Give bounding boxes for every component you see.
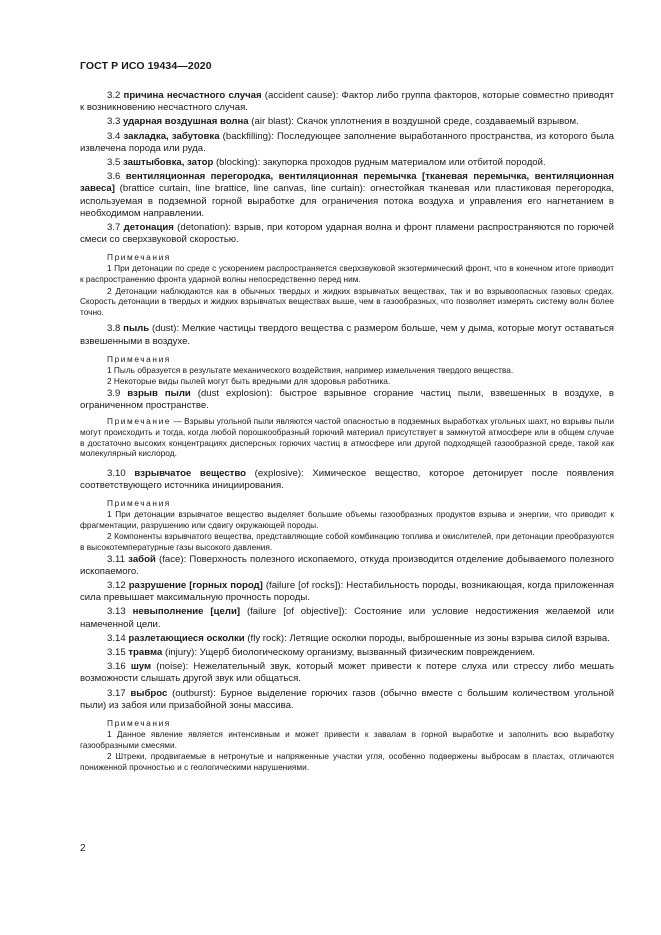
term-3-9 xyxy=(80,388,614,412)
term-definition: (failure [of rocks]): Нестабильность породы, возникающая, когда приложенная сила превышает максимальную прочность породы. xyxy=(80,579,615,604)
term-definition: (blocking): закупорка проходов рудным материалом или отбитой породой. xyxy=(213,157,546,169)
term-3-14 xyxy=(80,633,614,645)
term-definition: (backfilling): Последующее заполнение выработанного пространства, из которого была извлечена порода или руда. xyxy=(80,130,614,154)
term-name: выброс xyxy=(130,687,168,699)
term-number: 3.2 xyxy=(107,90,121,101)
term-name: пыль xyxy=(123,323,150,335)
term-definition: (brattice curtain, line brattice, line canvas, line curtain): огнестойкая тканевая или пластиковая перегородка, используемая в подземной горной выработке для ограничения потока воздуха и управления его нагнетанием в необходимом направлении. xyxy=(80,183,614,219)
term-number: 3.7 xyxy=(107,222,121,234)
term-definition: (dust): Мелкие частицы твердого вещества с размером больше, чем у дыма, которые могут оставаться взвешенными в воздухе. xyxy=(80,323,614,347)
term-number: 3.13 xyxy=(107,606,126,618)
term-name: забой xyxy=(128,553,156,565)
note-item: 2 Детонации наблюдаются как в обычных твердых и жидких взрывчатых веществах, так и во взрывоопасных газовых средах. Скорость детонации в твердых и жидких взрывчатых веществах выше, чем в газообразных, что позволяет измерять систему волн более точно. xyxy=(80,285,614,317)
note-item: 2 Компоненты взрывчатого вещества, представляющие собой комбинацию топлива и окислителей, при детонации преобразуются в высокотемпературные газы высокого давления. xyxy=(80,531,614,552)
term-number: 3.17 xyxy=(107,687,126,699)
document-body xyxy=(80,90,614,773)
term-number: 3.3 xyxy=(107,116,121,128)
term-definition: (injury): Ущерб биологическому организму, вызванный физическим повреждением. xyxy=(162,646,535,658)
term-definition: (detonation): взрыв, при котором ударная волна и фронт пламени распространяются по горючей смеси со сверхзвуковой скоростью. xyxy=(80,222,614,246)
term-name: травма xyxy=(128,646,163,658)
term-number: 3.9 xyxy=(107,388,121,399)
term-3-16 xyxy=(80,661,614,685)
term-number: 3.14 xyxy=(107,632,126,644)
term-definition: (outburst): Бурное выделение горючих газов (обычно вместе с большим количеством угольной пыли) из забоя или призабойной зоны массива. xyxy=(80,687,614,711)
term-3-7 xyxy=(80,222,614,246)
term-3-5 xyxy=(80,157,614,169)
notes-heading: Примечания xyxy=(107,353,171,364)
note-dust-explosion xyxy=(80,416,614,458)
term-definition: (fly rock): Летящие осколки породы, выброшенные из зоны взрыва силой взрыва. xyxy=(244,632,610,644)
note-item: 2 Некоторые виды пылей могут быть вредными для здоровья работника. xyxy=(107,376,391,387)
term-number: 3.15 xyxy=(107,646,126,658)
term-3-2 xyxy=(80,90,614,114)
term-number: 3.5 xyxy=(107,157,121,169)
notes-heading: Примечания xyxy=(107,252,171,263)
term-definition: (face): Поверхность полезного ископаемого, откуда производится отделение добываемого полезного ископаемого. xyxy=(80,553,614,577)
term-definition: (failure [of objective]): Состояние или условие недостижения желаемой или намеченной цели. xyxy=(80,606,614,630)
term-3-6 xyxy=(80,171,614,220)
note-item: 2 Штреки, продвигаемые в нетронутые и напряженные участки угля, особенно подвержены выбросам в пластах, отличаются пониженной прочностью и с геологическими нарушениями. xyxy=(80,751,614,772)
term-number: 3.4 xyxy=(107,130,121,142)
term-name: невыполнение [цели] xyxy=(132,606,241,618)
term-number: 3.6 xyxy=(107,171,121,183)
term-definition: (explosive): Химическое вещество, которое детонирует после появления соответствующего источника инициирования. xyxy=(80,467,614,491)
term-number: 3.11 xyxy=(107,553,125,565)
term-3-12 xyxy=(80,580,614,604)
term-number: 3.8 xyxy=(107,323,121,335)
term-definition: (noise): Нежелательный звук, который может привести к потере слуха или стрессу либо мешать возможности слышать другой звук или общаться. xyxy=(80,661,614,685)
term-3-4 xyxy=(80,131,614,155)
term-name: заштыбовка, затор xyxy=(123,157,214,169)
term-3-17 xyxy=(80,688,614,712)
note-label: Примечание xyxy=(107,416,172,427)
note-text: — Взрывы угольной пыли являются частой опасностью в подземных выработках угольных шахт, но взрывы пыли могут происходить и тогда, когда любой порошкообразный горючий материал присутствует в замкнутой атмосфере или в общем случае в достаточно высоких концентрациях дисперсных горючих частиц в атмосфере или другой подходящей газообразной среде, такой как молекулярный кислород. xyxy=(80,416,614,459)
notes-heading: Примечания xyxy=(107,498,171,509)
term-3-15 xyxy=(80,647,614,659)
term-definition: (dust explosion): быстрое взрывное сгорание частиц пыли, взвешенных в воздухе, в ограниченном пространстве. xyxy=(80,388,614,412)
notes-heading: Примечания xyxy=(107,718,171,728)
note-item: 1 Пыль образуется в результате механического воздействия, например измельчения твердого вещества. xyxy=(107,364,514,375)
term-number: 3.12 xyxy=(107,579,126,591)
term-name: детонация xyxy=(123,222,174,234)
term-3-10 xyxy=(80,468,614,492)
term-3-8 xyxy=(80,323,614,347)
term-name: причина несчастного случая xyxy=(123,90,262,101)
document-header: ГОСТ Р ИСО 19434—2020 xyxy=(80,60,212,72)
term-name: разлетающиеся осколки xyxy=(128,632,245,644)
note-item: 1 При детонации взрывчатое вещество выделяет большие объемы газообразных продуктов взрыва и энергии, что приводит к фрагментации, разрушению или сдвигу окружающей породы. xyxy=(80,509,614,530)
note-item: 1 Данное явление является интенсивным и может привести к завалам в горной выработке и заполнить всю выработку газообразными смесями. xyxy=(80,729,614,750)
term-name: взрывчатое вещество xyxy=(134,467,246,479)
term-number: 3.10 xyxy=(107,467,126,479)
term-name: разрушение [горных пород] xyxy=(128,579,263,591)
term-name: шум xyxy=(130,661,152,673)
note-item: 1 При детонации по среде с ускорением распространяется сверхзвуковой экзотермический фронт, что в конечном итоге приводит к распространению фронта ударной волны непосредственно перед ним. xyxy=(80,263,614,285)
term-name: ударная воздушная волна xyxy=(123,116,249,128)
term-name: взрыв пыли xyxy=(127,388,191,399)
term-definition: (air blast): Скачок уплотнения в воздушной среде, создаваемый взрывом. xyxy=(248,116,579,128)
term-name: закладка, забутовка xyxy=(123,130,220,142)
term-definition: (accident cause): Фактор либо группа факторов, которые совместно приводят к возникновению несчастного случая. xyxy=(80,90,614,114)
term-3-11 xyxy=(80,554,614,578)
page-number: 2 xyxy=(80,843,86,854)
term-name: вентиляционная перегородка, вентиляционная перемычка [тканевая перемычка, вентиляционная завеса] xyxy=(80,171,614,195)
term-3-13 xyxy=(80,606,614,630)
term-number: 3.16 xyxy=(107,661,126,673)
term-3-3 xyxy=(80,116,614,128)
